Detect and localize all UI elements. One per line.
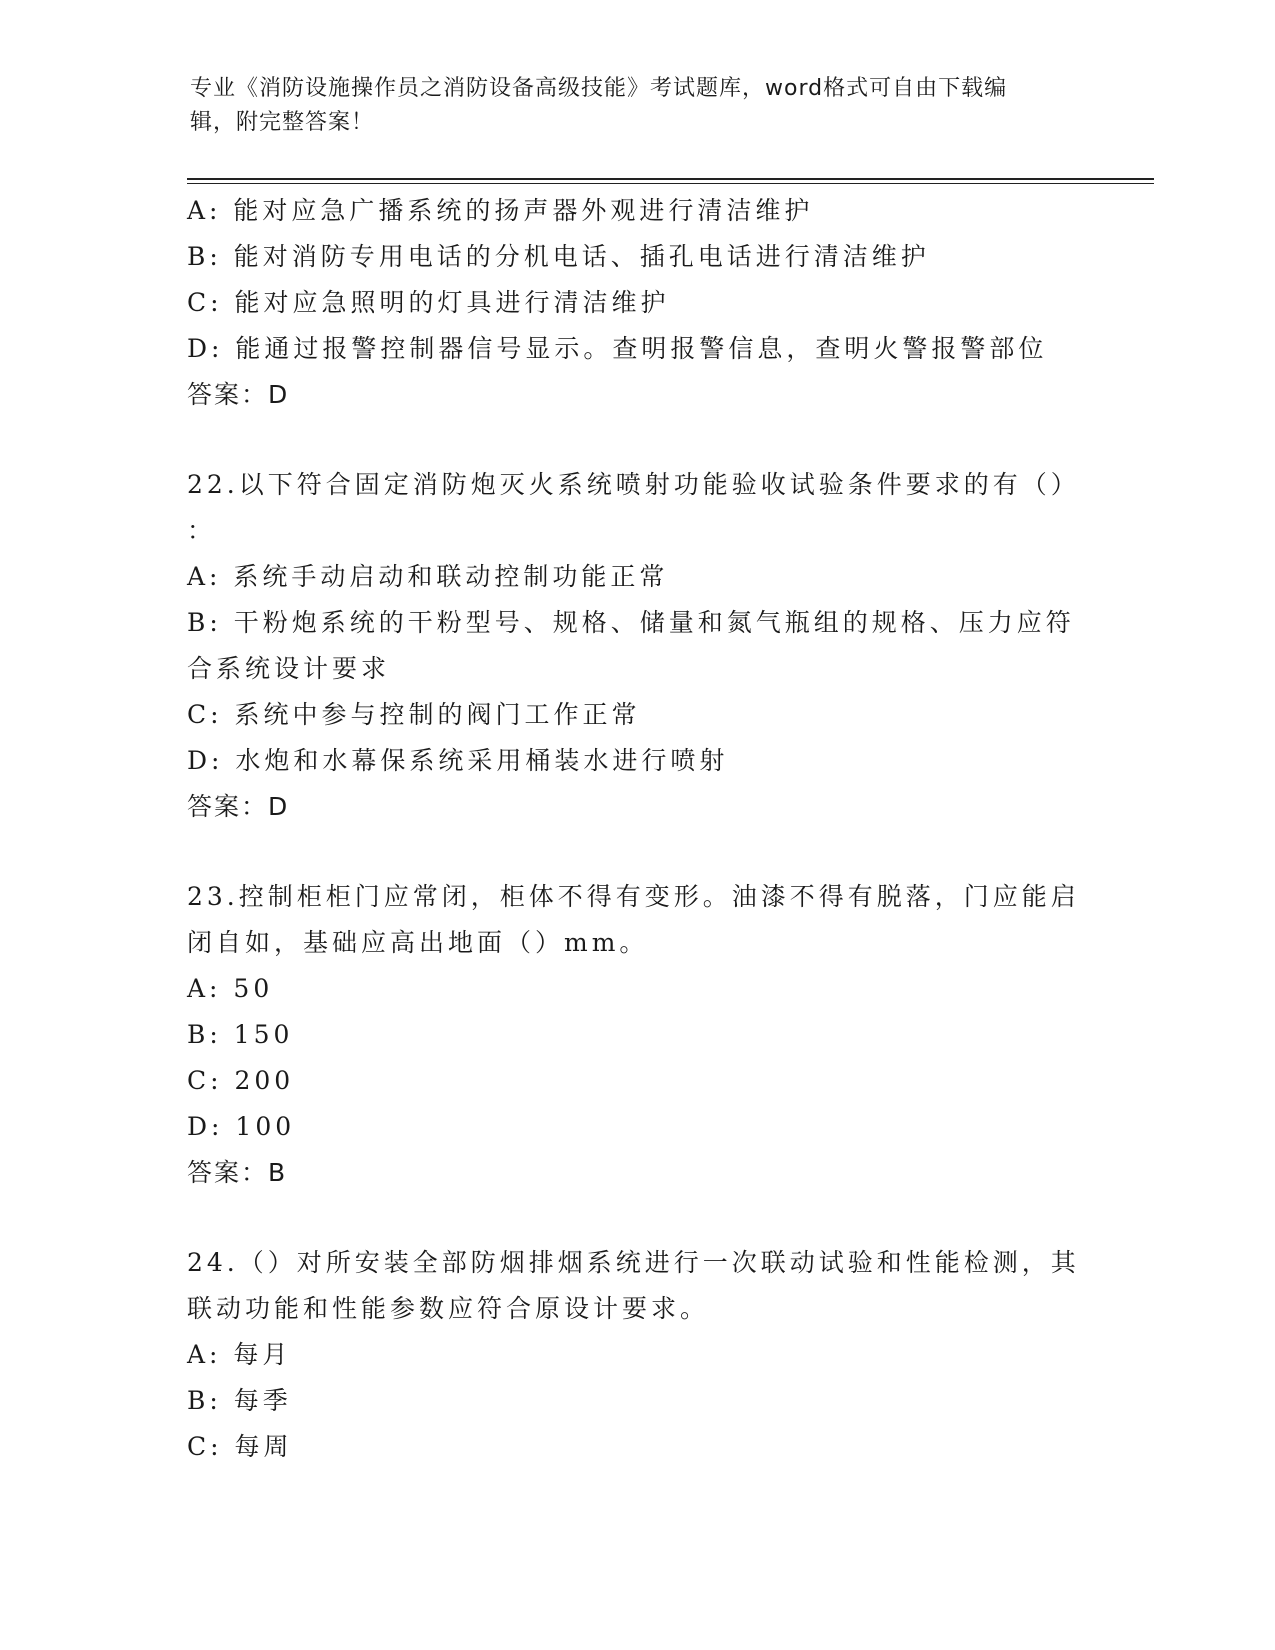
- question-23: [187, 874, 1087, 1196]
- header-rule-thick: [187, 178, 1154, 180]
- option-b: B: 能对消防专用电话的分机电话、插孔电话进行清洁维护: [187, 242, 930, 271]
- option-d: D: 水炮和水幕保系统采用桶装水进行喷射: [187, 746, 729, 775]
- header-line-2: 辑，附完整答案！: [190, 110, 375, 135]
- option-c: C: 能对应急照明的灯具进行清洁维护: [187, 288, 670, 317]
- answer: 答案：D: [187, 380, 290, 409]
- option-b: B: 150: [187, 1020, 294, 1049]
- spacer: [187, 1196, 1087, 1240]
- spacer: [187, 418, 1087, 462]
- option-b: B: 每季: [187, 1386, 292, 1415]
- question-stem-cont: 联动功能和性能参数应符合原设计要求。: [187, 1294, 710, 1323]
- question-stem-cont: 闭自如，基础应高出地面（）mm。: [187, 928, 649, 957]
- option-d: D: 100: [187, 1112, 296, 1141]
- answer: 答案：B: [187, 1158, 288, 1187]
- option-c: C: 系统中参与控制的阀门工作正常: [187, 700, 641, 729]
- question-stem: 22.以下符合固定消防炮灭火系统喷射功能验收试验条件要求的有（）: [187, 470, 1080, 499]
- answer: 答案：D: [187, 792, 290, 821]
- question-22: [187, 462, 1087, 830]
- question-stem: 24.（）对所安装全部防烟排烟系统进行一次联动试验和性能检测，其: [187, 1248, 1080, 1277]
- option-a: A: 能对应急广播系统的扬声器外观进行清洁维护: [187, 196, 814, 225]
- header-line-1: 专业《消防设施操作员之消防设备高级技能》考试题库，word格式可自由下载编: [190, 76, 1008, 101]
- option-d: D: 能通过报警控制器信号显示。查明报警信息，查明火警报警部位: [187, 334, 1048, 363]
- question-list: [187, 188, 1087, 1470]
- option-b: B: 干粉炮系统的干粉型号、规格、储量和氮气瓶组的规格、压力应符: [187, 608, 1075, 637]
- document-header: [190, 72, 1070, 140]
- question-21-options: [187, 188, 1087, 418]
- question-24: [187, 1240, 1087, 1470]
- header-rule-thin: [187, 183, 1154, 184]
- option-a: A: 50: [187, 974, 274, 1003]
- option-c: C: 200: [187, 1066, 295, 1095]
- option-a: A: 每月: [187, 1340, 292, 1369]
- question-stem: 23.控制柜柜门应常闭，柜体不得有变形。油漆不得有脱落，门应能启: [187, 882, 1080, 911]
- question-stem-cont: ：: [187, 516, 217, 545]
- option-c: C: 每周: [187, 1432, 293, 1461]
- option-b-cont: 合系统设计要求: [187, 654, 391, 683]
- spacer: [187, 830, 1087, 874]
- option-a: A: 系统手动启动和联动控制功能正常: [187, 562, 669, 591]
